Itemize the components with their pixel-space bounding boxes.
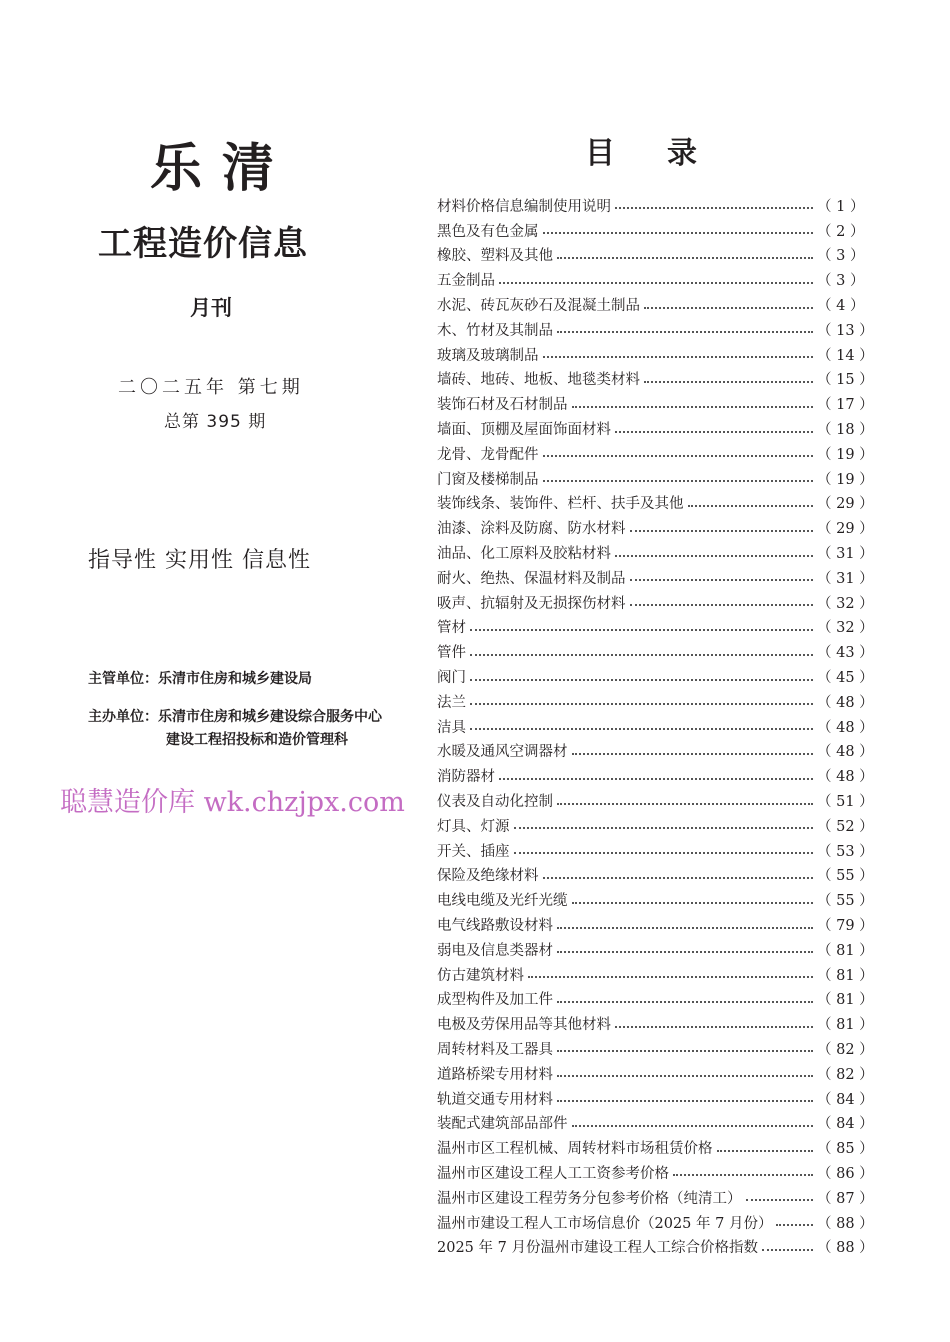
- toc-leader-dots: [543, 480, 814, 482]
- toc-entry[interactable]: [437, 962, 874, 987]
- toc-entry[interactable]: [437, 1135, 874, 1160]
- toc-entry-page: （ 1 ）: [817, 198, 865, 215]
- toc-entry-title: 水泥、砖瓦灰砂石及混凝土制品: [437, 298, 640, 315]
- toc-entry-title: 仪表及自动化控制: [437, 794, 553, 811]
- toc-leader-dots: [528, 976, 813, 978]
- toc-entry-page: （ 4 ）: [817, 298, 865, 315]
- toc-entry[interactable]: [437, 739, 874, 764]
- toc-entry-title: 木、竹材及其制品: [437, 322, 553, 339]
- toc-entry[interactable]: [437, 243, 865, 268]
- toc-entry[interactable]: [437, 788, 874, 813]
- toc-entry-page: （ 43 ）: [817, 645, 874, 662]
- toc-entry-title: 装配式建筑部品部件: [437, 1116, 568, 1133]
- toc-leader-dots: [470, 629, 813, 631]
- toc-entry[interactable]: [437, 689, 874, 714]
- toc-entry-page: （ 31 ）: [817, 570, 874, 587]
- toc-entry-title: 吸声、抗辐射及无损探伤材料: [437, 595, 626, 612]
- toc-leader-dots: [543, 877, 814, 879]
- toc-entry[interactable]: [437, 491, 874, 516]
- supervisor-line: [88, 668, 312, 690]
- toc-entry-page: （ 87 ）: [817, 1190, 874, 1207]
- toc-entry[interactable]: [437, 391, 874, 416]
- toc-entry-title: 玻璃及玻璃制品: [437, 347, 539, 364]
- toc-leader-dots: [746, 1199, 814, 1201]
- toc-entry-title: 橡胶、塑料及其他: [437, 248, 553, 265]
- toc-entry-page: （ 19 ）: [817, 446, 874, 463]
- toc-entry[interactable]: [437, 466, 874, 491]
- toc-entry[interactable]: [437, 1061, 874, 1086]
- toc-entry-page: （ 84 ）: [817, 1116, 874, 1133]
- toc-entry-page: （ 81 ）: [817, 967, 874, 984]
- toc-leader-dots: [557, 1001, 813, 1003]
- toc-leader-dots: [557, 803, 813, 805]
- toc-leader-dots: [470, 679, 813, 681]
- toc-entry-page: （ 81 ）: [817, 1017, 874, 1034]
- toc-entry[interactable]: [437, 664, 874, 689]
- toc-heading-char-2: 录: [667, 136, 697, 171]
- watermark: 聪慧造价库 wk.chzjpx.com: [60, 787, 405, 818]
- toc-entry-title: 电线电缆及光纤光缆: [437, 893, 568, 910]
- toc-entry-page: （ 32 ）: [817, 595, 874, 612]
- toc-entry[interactable]: [437, 342, 874, 367]
- toc-entry-title: 水暖及通风空调器材: [437, 744, 568, 761]
- toc-leader-dots: [572, 1125, 814, 1127]
- toc-leader-dots: [557, 1100, 813, 1102]
- toc-entry-page: （ 29 ）: [817, 521, 874, 538]
- toc-entry-page: （ 86 ）: [817, 1165, 874, 1182]
- toc-entry-page: （ 45 ）: [817, 670, 874, 687]
- toc-heading-char-1: 目: [585, 136, 615, 171]
- toc-leader-dots: [557, 1075, 813, 1077]
- toc-entry-title: 电极及劳保用品等其他材料: [437, 1017, 611, 1034]
- toc-leader-dots: [717, 1150, 814, 1152]
- toc-entry-title: 轨道交通专用材料: [437, 1091, 553, 1108]
- toc-entry-title: 装饰石材及石材制品: [437, 397, 568, 414]
- toc-entry-page: （ 19 ）: [817, 471, 874, 488]
- toc-entry[interactable]: [437, 987, 874, 1012]
- toc-entry-page: （ 48 ）: [817, 769, 874, 786]
- toc-entry-title: 黑色及有色金属: [437, 223, 539, 240]
- toc-entry-page: （ 2 ）: [817, 223, 865, 240]
- toc-entry[interactable]: [437, 1160, 874, 1185]
- toc-entry-page: （ 31 ）: [817, 546, 874, 563]
- toc-leader-dots: [470, 728, 813, 730]
- toc-leader-dots: [470, 703, 813, 705]
- toc-leader-dots: [630, 579, 814, 581]
- toc-entry[interactable]: [437, 1110, 874, 1135]
- publication-title: 乐清: [150, 139, 295, 199]
- toc-entry-title: 龙骨、龙骨配件: [437, 446, 539, 463]
- toc-entry-title: 管材: [437, 620, 466, 637]
- toc-leader-dots: [557, 927, 813, 929]
- toc-leader-dots: [543, 455, 814, 457]
- toc-entry[interactable]: [437, 193, 865, 218]
- toc-entry-title: 开关、插座: [437, 843, 510, 860]
- toc-entry-page: （ 82 ）: [817, 1041, 874, 1058]
- sponsor-label: 主办单位：: [88, 709, 158, 725]
- toc-leader-dots: [572, 902, 814, 904]
- issue-total-number: 总第 395 期: [164, 412, 267, 432]
- toc-entry-page: （ 55 ）: [817, 868, 874, 885]
- toc-entry-title: 法兰: [437, 694, 466, 711]
- toc-entry-page: （ 48 ）: [817, 744, 874, 761]
- toc-entry-title: 洁具: [437, 719, 466, 736]
- toc-leader-dots: [557, 257, 813, 259]
- publication-frequency: 月刊: [190, 296, 232, 320]
- toc-entry-title: 保险及绝缘材料: [437, 868, 539, 885]
- toc-entry[interactable]: [437, 863, 874, 888]
- supervisor-name: 乐清市住房和城乡建设局: [158, 671, 312, 687]
- toc-entry-page: （ 51 ）: [817, 794, 874, 811]
- toc-entry[interactable]: [437, 838, 874, 863]
- toc-entry-title: 油漆、涂料及防腐、防水材料: [437, 521, 626, 538]
- toc-entry[interactable]: [437, 416, 874, 441]
- toc-leader-dots: [630, 604, 814, 606]
- toc-entry-title: 电气线路敷设材料: [437, 918, 553, 934]
- toc-entry-title: 五金制品: [437, 273, 495, 290]
- toc-entry[interactable]: [437, 292, 865, 317]
- toc-entry[interactable]: [437, 1210, 874, 1235]
- toc-leader-dots: [514, 827, 814, 829]
- toc-entry-page: （ 48 ）: [817, 719, 874, 736]
- sponsor-name-2: 建设工程招投标和造价管理科: [166, 732, 348, 748]
- toc-entry-page: （ 18 ）: [817, 422, 874, 439]
- toc-leader-dots: [514, 852, 814, 854]
- toc-entry[interactable]: [437, 1086, 874, 1111]
- toc-entry-title: 油品、化工原料及胶粘材料: [437, 546, 611, 563]
- toc-leader-dots: [543, 232, 814, 234]
- toc-entry[interactable]: [437, 1036, 874, 1061]
- toc-entry-page: （ 15 ）: [817, 372, 874, 389]
- toc-entry[interactable]: [437, 590, 874, 615]
- toc-entry-page: （ 81 ）: [817, 942, 874, 959]
- toc-entry-title: 灯具、灯源: [437, 818, 510, 835]
- toc-entry[interactable]: [437, 317, 874, 342]
- toc-leader-dots: [776, 1224, 813, 1226]
- toc-entry-page: （ 81 ）: [817, 992, 874, 1009]
- toc-entry[interactable]: [437, 441, 874, 466]
- toc-leader-dots: [688, 505, 814, 507]
- toc-leader-dots: [615, 555, 813, 557]
- slogan: 指导性 实用性 信息性: [88, 548, 311, 573]
- toc-entry-page: （ 3 ）: [817, 273, 865, 290]
- toc-entry[interactable]: [437, 937, 874, 962]
- toc-entry-title: 道路桥梁专用材料: [437, 1066, 553, 1083]
- toc-entry-title: 仿古建筑材料: [437, 967, 524, 984]
- toc-entry-title: 门窗及楼梯制品: [437, 471, 539, 488]
- toc-entry-page: （ 29 ）: [817, 496, 874, 513]
- toc-entry-title: 墙面、顶棚及屋面饰面材料: [437, 422, 611, 439]
- toc-entry[interactable]: [437, 887, 874, 912]
- toc-entry[interactable]: [437, 1185, 874, 1210]
- toc-entry-page: （ 82 ）: [817, 1066, 874, 1083]
- toc-entry-title: 成型构件及加工件: [437, 992, 553, 1009]
- toc-entry[interactable]: [437, 639, 874, 664]
- toc-leader-dots: [644, 307, 813, 309]
- toc-entry[interactable]: [437, 714, 874, 739]
- toc-leader-dots: [557, 1050, 813, 1052]
- toc-entry-page: （ 52 ）: [817, 818, 874, 835]
- toc-entry-page: （ 32 ）: [817, 620, 874, 637]
- toc-entry-title: 耐火、绝热、保温材料及制品: [437, 570, 626, 587]
- toc-entry-title: 温州市区建设工程人工工资参考价格: [437, 1165, 669, 1182]
- toc-leader-dots: [557, 951, 813, 953]
- toc-entry-page: （ 17 ）: [817, 397, 874, 414]
- toc-entry[interactable]: [437, 763, 874, 788]
- toc-entry-page: （ 55 ）: [817, 893, 874, 910]
- toc-entry[interactable]: [437, 267, 865, 292]
- toc-leader-dots: [673, 1174, 813, 1176]
- sponsor-line: [88, 706, 382, 728]
- toc-leader-dots: [572, 753, 814, 755]
- toc-entry[interactable]: [437, 218, 865, 243]
- toc-entry-title: 2025 年 7 月份温州市建设工程人工综合价格指数: [437, 1240, 758, 1257]
- toc-entry-title: 消防器材: [437, 769, 495, 786]
- toc-entry-page: （ 79 ）: [817, 918, 874, 934]
- toc-entry-page: （ 88 ）: [817, 1240, 874, 1257]
- toc-leader-dots: [762, 1249, 813, 1251]
- toc-entry-title: 装饰线条、装饰件、栏杆、扶手及其他: [437, 496, 684, 513]
- toc-entry-page: （ 3 ）: [817, 248, 865, 265]
- toc-leader-dots: [543, 356, 814, 358]
- toc-entry[interactable]: [437, 615, 874, 640]
- toc-entry[interactable]: [437, 565, 874, 590]
- toc-entry[interactable]: [437, 912, 874, 937]
- toc-entry-title: 材料价格信息编制使用说明: [437, 198, 611, 215]
- toc-entry-page: （ 48 ）: [817, 694, 874, 711]
- toc-entry-page: （ 84 ）: [817, 1091, 874, 1108]
- toc-leader-dots: [499, 778, 813, 780]
- toc-entry-title: 阀门: [437, 670, 466, 687]
- toc-entry[interactable]: [437, 1011, 874, 1036]
- toc-leader-dots: [572, 406, 814, 408]
- toc-leader-dots: [557, 331, 813, 333]
- toc-leader-dots: [630, 530, 814, 532]
- toc-leader-dots: [615, 1026, 813, 1028]
- toc-entry-title: 周转材料及工器具: [437, 1041, 553, 1058]
- supervisor-label: 主管单位：: [88, 671, 158, 687]
- toc-entry[interactable]: [437, 1234, 874, 1259]
- toc-leader-dots: [644, 381, 813, 383]
- table-of-contents: [437, 193, 874, 1259]
- toc-leader-dots: [615, 431, 813, 433]
- toc-entry-page: （ 14 ）: [817, 347, 874, 364]
- toc-entry-page: （ 88 ）: [817, 1215, 874, 1232]
- publication-subtitle: 工程造价信息: [98, 224, 308, 264]
- toc-leader-dots: [615, 207, 813, 209]
- toc-entry[interactable]: [437, 367, 874, 392]
- issue-date: 二〇二五年 第七期: [118, 377, 304, 398]
- toc-entry-title: 温州市区建设工程劳务分包参考价格（纯清工）: [437, 1190, 742, 1207]
- toc-entry-page: （ 85 ）: [817, 1141, 874, 1158]
- toc-leader-dots: [499, 282, 813, 284]
- toc-entry-title: 温州市区工程机械、周转材料市场租赁价格: [437, 1141, 713, 1158]
- toc-entry-title: 温州市建设工程人工市场信息价（2025 年 7 月份）: [437, 1215, 773, 1232]
- toc-leader-dots: [470, 654, 813, 656]
- toc-entry[interactable]: [437, 813, 874, 838]
- cover-panel: [0, 0, 430, 1342]
- toc-entry-title: 管件: [437, 645, 466, 662]
- sponsor-name-1: 乐清市住房和城乡建设综合服务中心: [158, 709, 382, 725]
- toc-heading: [585, 134, 697, 174]
- toc-entry-page: （ 13 ）: [817, 322, 874, 339]
- toc-entry-title: 墙砖、地砖、地板、地毯类材料: [437, 372, 640, 389]
- toc-entry[interactable]: [437, 515, 874, 540]
- toc-entry-title: 弱电及信息类器材: [437, 942, 553, 959]
- toc-entry-page: （ 53 ）: [817, 843, 874, 860]
- toc-entry[interactable]: [437, 540, 874, 565]
